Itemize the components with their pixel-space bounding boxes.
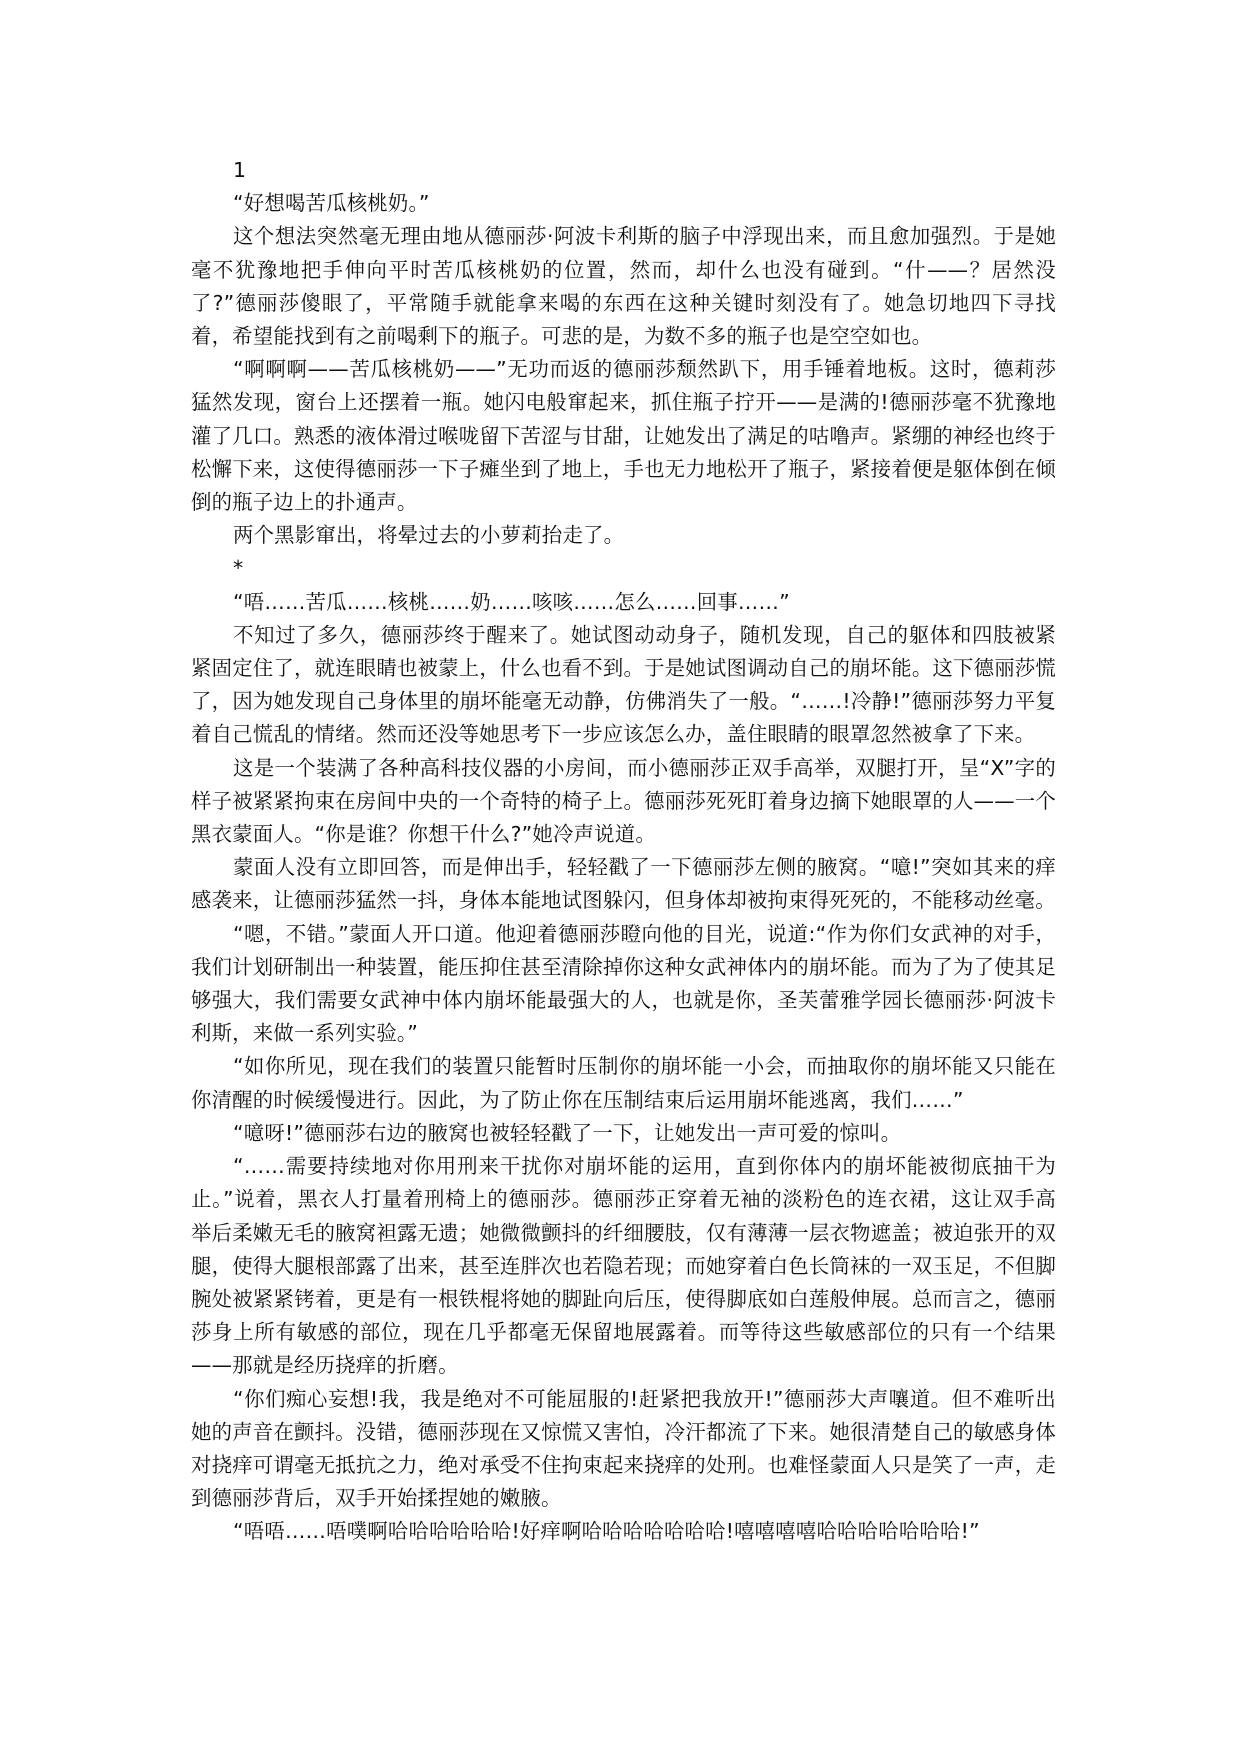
paragraph: “如你所见，现在我们的装置只能暂时压制你的崩坏能一小会，而抽取你的崩坏能又只能在你清醒的时候缓慢进行。因此，为了防止你在压制结束后运用崩坏能逃离，我们……”: [191, 1054, 1056, 1112]
paragraph: “你们痴心妄想!我，我是绝对不可能屈服的!赶紧把我放开!”德丽莎大声嚷道。但不难听出她的声音在颤抖。没错，德丽莎现在又惊慌又害怕，冷汗都流了下来。她很清楚自己的敏感身体对挠痒可谓毫无抵抗之力，绝对承受不住拘束起来挠痒的处刑。也难怪蒙面人只是笑了一声，走到德丽莎背后，双手开始揉捏她的嫩腋。: [191, 1386, 1056, 1511]
paragraph: “嗯，不错。”蒙面人开口道。他迎着德丽莎瞪向他的目光，说道:“作为你们女武神的对手，我们计划研制出一种装置，能压抑住甚至清除掉你这种女武神体内的崩坏能。而为了为了使其足够强大，我们需要女武神中体内崩坏能最强大的人，也就是你，圣芙蕾雅学园长德丽莎·阿波卡利斯，来做一系列实验。”: [191, 921, 1056, 1046]
paragraph: 这是一个装满了各种高科技仪器的小房间，而小德丽莎正双手高举，双腿打开，呈“X”字的样子被紧紧拘束在房间中央的一个奇特的椅子上。德丽莎死死盯着身边摘下她眼罩的人——一个黑衣蒙面人。“你是谁？你想干什么?”她冷声说道。: [191, 755, 1056, 847]
paragraph: “……需要持续地对你用刑来干扰你对崩坏能的运用，直到你体内的崩坏能被彻底抽干为止。”说着，黑衣人打量着刑椅上的德丽莎。德丽莎正穿着无袖的淡粉色的连衣裙，这让双手高举后柔嫩无毛的腋窝袒露无遗；她微微颤抖的纤细腰肢，仅有薄薄一层衣物遮盖；被迫张开的双腿，使得大腿根部露了出来，甚至连胖次也若隐若现；而她穿着白色长筒袜的一双玉足，不但脚腕处被紧紧铐着，更是有一根铁棍将她的脚趾向后压，使得脚底如白莲般伸展。总而言之，德丽莎身上所有敏感的部位，现在几乎都毫无保留地展露着。而等待这些敏感部位的只有一个结果——那就是经历挠痒的折磨。: [191, 1154, 1056, 1378]
scene-break: *: [233, 556, 244, 581]
paragraph: “唔……苦瓜……核桃……奶……咳咳……怎么……回事……”: [233, 589, 790, 614]
paragraph: 两个黑影窜出，将晕过去的小萝莉抬走了。: [233, 523, 625, 548]
paragraph: “唔唔……唔噗啊哈哈哈哈哈哈!好痒啊哈哈哈哈哈哈哈!嘻嘻嘻嘻哈哈哈哈哈哈哈!”: [233, 1519, 980, 1544]
paragraph: 蒙面人没有立即回答，而是伸出手，轻轻戳了一下德丽莎左侧的腋窝。“噫!”突如其来的痒感袭来，让德丽莎猛然一抖，身体本能地试图躲闪，但身体却被拘束得死死的，不能移动丝毫。: [191, 855, 1056, 913]
paragraph: 不知过了多久，德丽莎终于醒来了。她试图动动身子，随机发现，自己的躯体和四肢被紧紧固定住了，就连眼睛也被蒙上，什么也看不到。于是她试图调动自己的崩坏能。这下德丽莎慌了，因为她发现自己身体里的崩坏能毫无动静，仿佛消失了一般。“……!冷静!”德丽莎努力平复着自己慌乱的情绪。然而还没等她思考下一步应该怎么办，盖住眼睛的眼罩忽然被拿了下来。: [191, 622, 1056, 747]
document-body: [191, 154, 1056, 1549]
paragraph: “噫呀!”德丽莎右边的腋窝也被轻轻戳了一下，让她发出一声可爱的惊叫。: [233, 1120, 902, 1145]
paragraph: 这个想法突然毫无理由地从德丽莎·阿波卡利斯的脑子中浮现出来，而且愈加强烈。于是她毫不犹豫地把手伸向平时苦瓜核桃奶的位置，然而，却什么也没有碰到。“什——？居然没了?”德丽莎傻眼了，平常随手就能拿来喝的东西在这种关键时刻没有了。她急切地四下寻找着，希望能找到有之前喝剩下的瓶子。可悲的是，为数不多的瓶子也是空空如也。: [191, 224, 1056, 349]
paragraph: “好想喝苦瓜核桃奶。”: [233, 191, 430, 216]
paragraph: “啊啊啊——苦瓜核桃奶——”无功而返的德丽莎颓然趴下，用手锤着地板。这时，德莉莎猛然发现，窗台上还摆着一瓶。她闪电般窜起来，抓住瓶子拧开——是满的!德丽莎毫不犹豫地灌了几口。熟悉的液体滑过喉咙留下苦涩与甘甜，让她发出了满足的咕噜声。紧绷的神经也终于松懈下来，这使得德丽莎一下子瘫坐到了地上，手也无力地松开了瓶子，紧接着便是躯体倒在倾倒的瓶子边上的扑通声。: [191, 357, 1056, 515]
chapter-number: 1: [233, 158, 247, 182]
